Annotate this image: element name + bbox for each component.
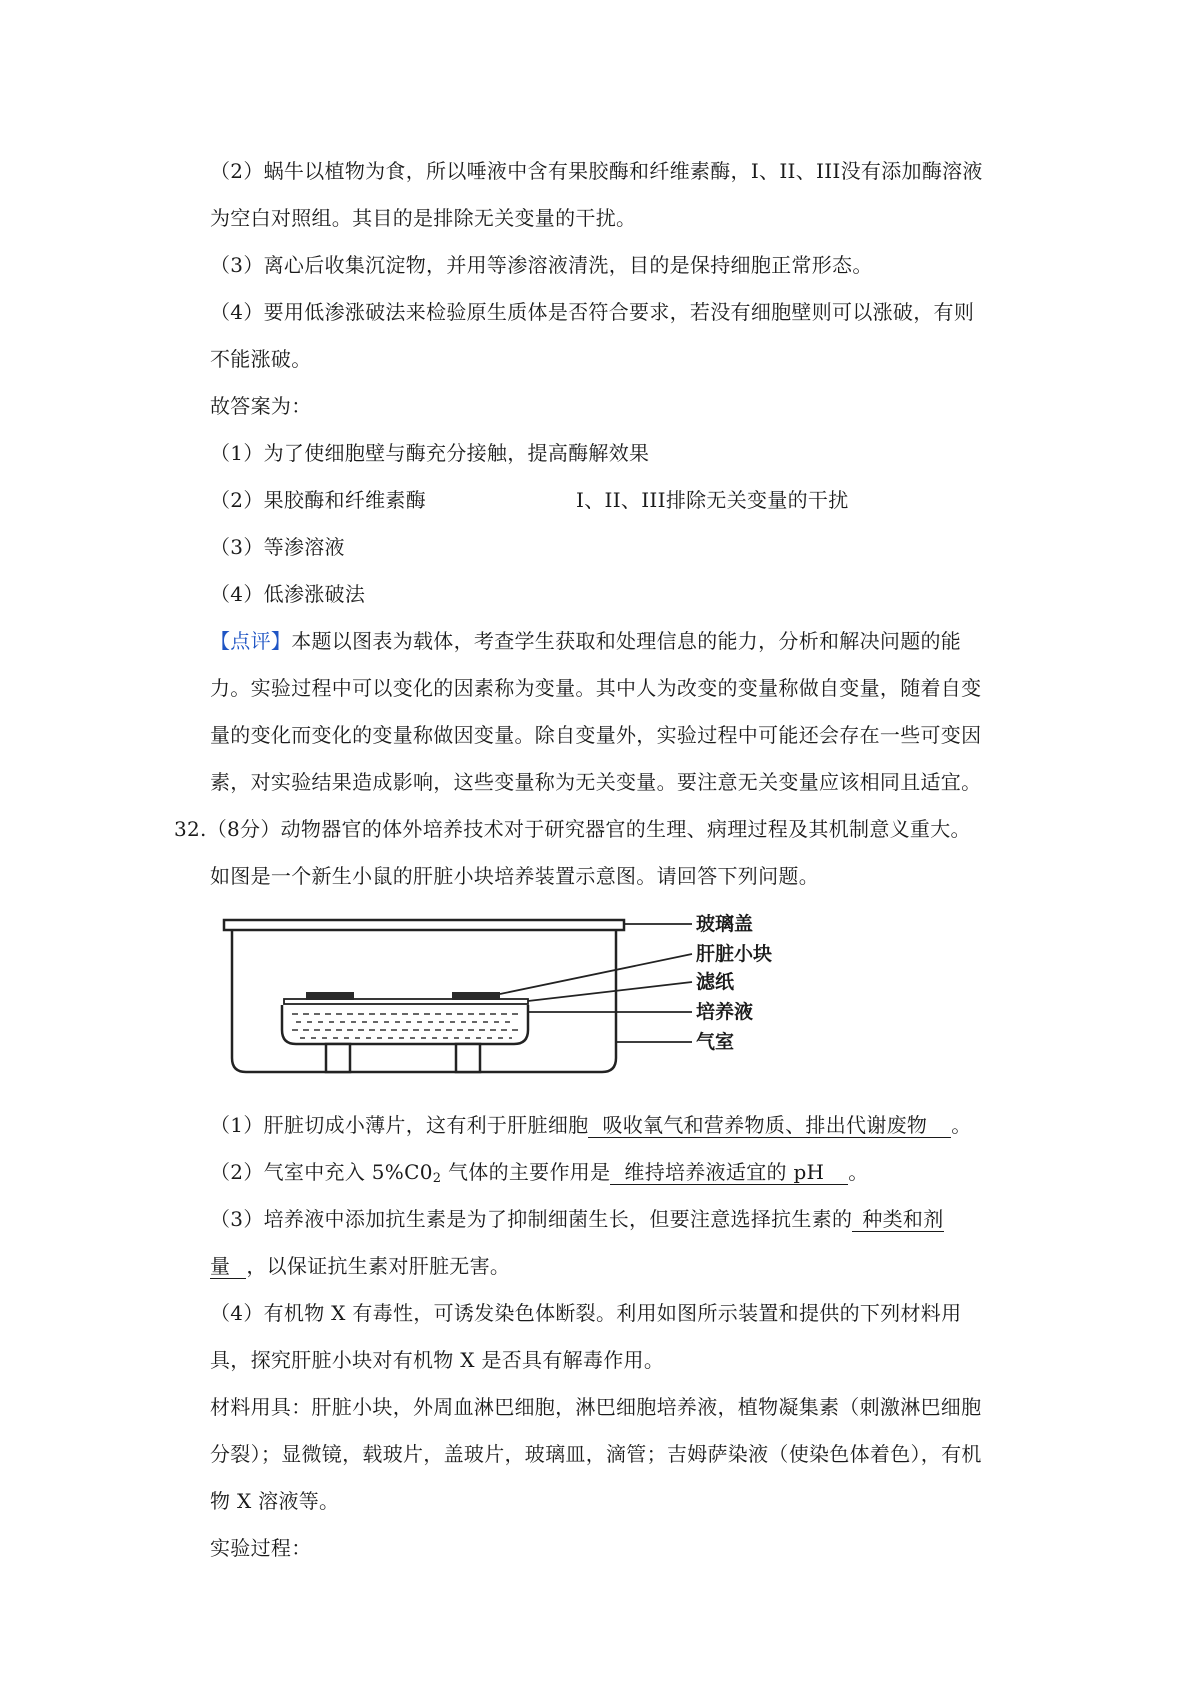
answer-blank: 吸收氧气和营养物质、排出代谢废物: [588, 1113, 951, 1138]
question-title: 32.（8分）动物器官的体外培养技术对于研究器官的生理、病理过程及其机制意义重大。: [174, 817, 971, 841]
materials-text: 材料用具：肝脏小块，外周血淋巴细胞，淋巴细胞培养液，植物凝集素（刺激淋巴细胞: [210, 1395, 982, 1419]
dish-support-shape: [326, 1044, 350, 1072]
process-heading: 实验过程：: [210, 1536, 312, 1560]
answer-blank: 维持培养液适宜的 pH: [610, 1160, 848, 1185]
answer-part: （2）果胶酶和纤维素酶: [210, 488, 427, 512]
comment-line: 素，对实验结果造成影响，这些变量称为无关变量。要注意无关变量应该相同且适宜。: [210, 770, 982, 794]
materials-text: 物 X 溶液等。: [210, 1489, 340, 1513]
glass-lid-shape: [224, 920, 624, 930]
dish-support-shape: [456, 1044, 480, 1072]
liver-piece-shape: [306, 992, 354, 1000]
punctuation: 。: [848, 1160, 869, 1184]
liver-piece-label: 肝脏小块: [696, 943, 773, 965]
text-line: 为空白对照组。其目的是排除无关变量的干扰。: [210, 206, 637, 230]
answer-blank: 种类和剂: [852, 1207, 943, 1232]
answer-line: [210, 1206, 944, 1232]
liver-piece-shape: [452, 992, 500, 1000]
air-chamber-label: 气室: [696, 1031, 735, 1053]
text-line: 不能涨破。: [210, 347, 312, 371]
answer-line: （1）为了使细胞壁与酶充分接触，提高酶解效果: [210, 441, 650, 465]
answer-blank: 量: [210, 1254, 246, 1279]
question-text: 气体的主要作用是: [441, 1160, 611, 1184]
question-text: （4）有机物 X 有毒性，可诱发染色体断裂。利用如图所示装置和提供的下列材料用: [210, 1301, 962, 1325]
question-text: 如图是一个新生小鼠的肝脏小块培养装置示意图。请回答下列问题。: [210, 864, 819, 888]
filter-paper-label: 滤纸: [696, 971, 735, 993]
punctuation: 。: [951, 1113, 972, 1137]
culture-medium-shape: [292, 1014, 518, 1038]
answer-line: [210, 1112, 972, 1138]
question-text: ，以保证抗生素对肝脏无害。: [246, 1254, 511, 1278]
comment-text: 本题以图表为载体，考查学生获取和处理信息的能力，分析和解决问题的能: [291, 629, 962, 653]
apparatus-drawing: [222, 908, 742, 1080]
materials-text: 分裂）；显微镜，载玻片，盖玻片，玻璃皿，滴管；吉姆萨染液（使染色体着色），有机: [210, 1442, 982, 1466]
text-line: （2）蜗牛以植物为食，所以唾液中含有果胶酶和纤维素酶，I、II、III没有添加酶溶液: [210, 159, 983, 183]
question-text: 具，探究肝脏小块对有机物 X 是否具有解毒作用。: [210, 1348, 665, 1372]
answer-line: （4）低渗涨破法: [210, 582, 366, 606]
question-text: （3）培养液中添加抗生素是为了抑制细菌生长，但要注意选择抗生素的: [210, 1207, 853, 1231]
answer-part: I、II、III排除无关变量的干扰: [576, 488, 849, 512]
question-text: （1）肝脏切成小薄片，这有利于肝脏细胞: [210, 1113, 589, 1137]
culture-medium-label: 培养液: [696, 1001, 754, 1023]
comment-line: 力。实验过程中可以变化的因素称为变量。其中人为改变的变量称做自变量，随着自变: [210, 676, 982, 700]
text-line: 故答案为：: [210, 394, 312, 418]
text-line: （4）要用低渗涨破法来检验原生质体是否符合要求，若没有细胞壁则可以涨破，有则: [210, 300, 975, 324]
comment-line: [210, 628, 961, 654]
text-line: （3）离心后收集沉淀物，并用等渗溶液清洗，目的是保持细胞正常形态。: [210, 253, 873, 277]
comment-tag: 【点评】: [210, 629, 292, 653]
answer-line: （3）等渗溶液: [210, 535, 345, 559]
culture-apparatus-diagram: [222, 908, 773, 1080]
answer-line: [210, 487, 849, 513]
comment-line: 量的变化而变化的变量称做因变量。除自变量外，实验过程中可能还会存在一些可变因: [210, 723, 982, 747]
glass-lid-label: 玻璃盖: [696, 913, 754, 935]
question-text: （2）气室中充入 5%C0: [210, 1160, 433, 1184]
answer-line: [210, 1159, 869, 1185]
subscript: 2: [432, 1171, 442, 1186]
answer-line: [210, 1253, 510, 1279]
